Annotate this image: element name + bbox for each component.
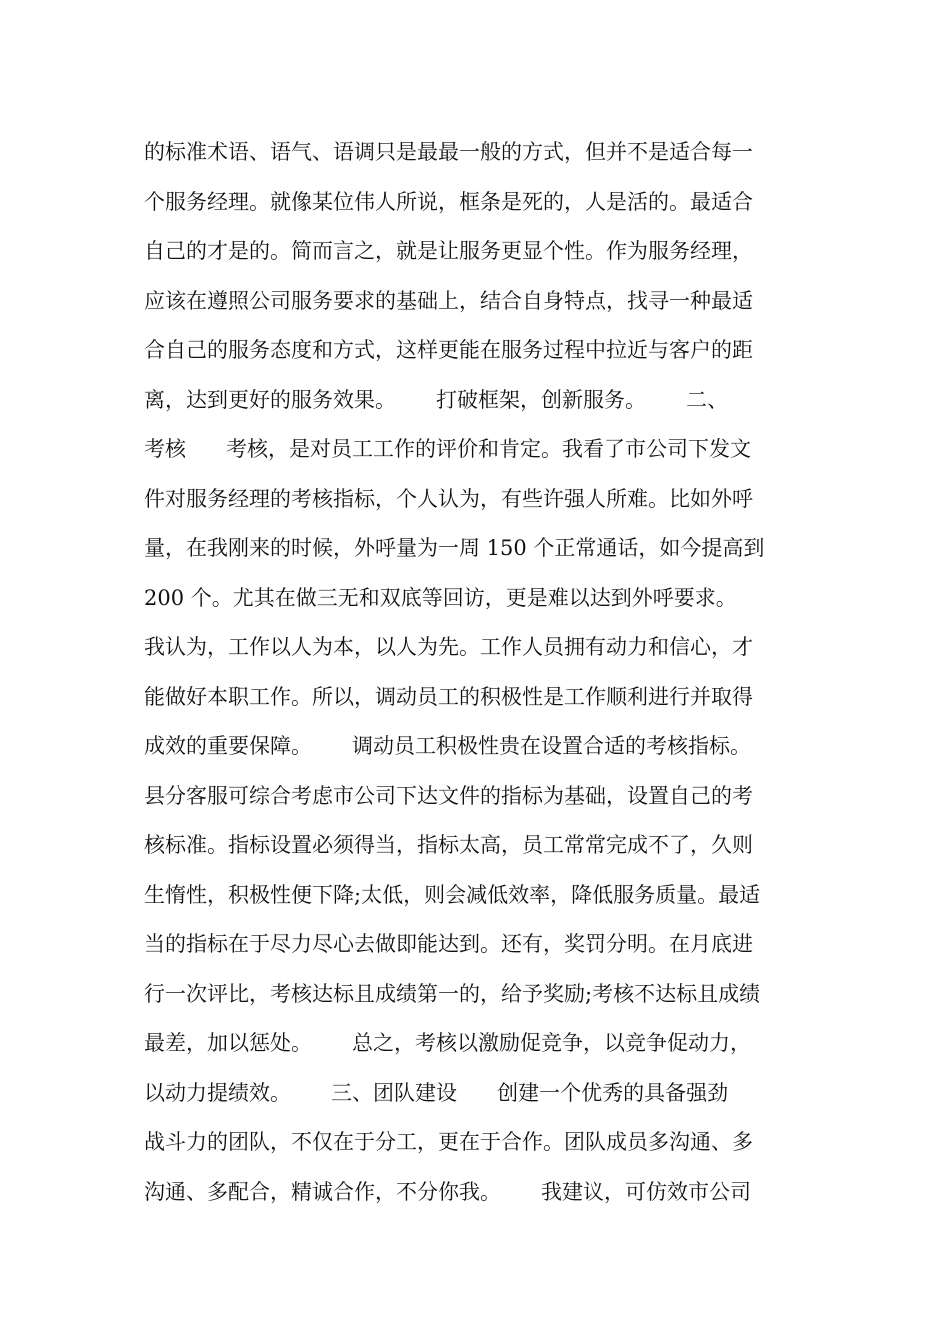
text-line: 离，达到更好的服务效果。 打破框架，创新服务。 二、 xyxy=(144,387,729,412)
text-line: 沟通、多配合，精诚合作，不分你我。 我建议，可仿效市公司 xyxy=(144,1179,752,1204)
text-line: 当的指标在于尽力尽心去做即能达到。还有，奖罚分明。在月底进 xyxy=(144,932,753,956)
text-line: 行一次评比，考核达标且成绩第一的，给予奖励;考核不达标且成绩 xyxy=(144,981,761,1006)
text-line: 的标准术语、语气、语调只是最最一般的方式，但并不是适合每一 xyxy=(144,140,753,164)
text-line: 考核 考核，是对员工工作的评价和肯定。我看了市公司下发文 xyxy=(144,437,752,461)
text-line: 量，在我刚来的时候，外呼量为一周 150 个正常通话，如今提高到 xyxy=(144,536,765,560)
text-line: 生惰性，积极性便下降;太低，则会减低效率，降低服务质量。最适 xyxy=(144,882,761,907)
text-line: 能做好本职工作。所以，调动员工的积极性是工作顺利进行并取得 xyxy=(144,684,753,709)
body-text xyxy=(144,128,824,1217)
text-line: 200 个。尤其在做三无和双底等回访，更是难以达到外呼要求。 xyxy=(144,585,737,610)
text-line: 个服务经理。就像某位伟人所说，框条是死的，人是活的。最适合 xyxy=(144,189,753,214)
text-line: 我认为，工作以人为本，以人为先。工作人员拥有动力和信心，才 xyxy=(144,635,753,659)
text-line: 自己的才是的。简而言之，就是让服务更显个性。作为服务经理， xyxy=(144,239,753,263)
text-line: 件对服务经理的考核指标，个人认为，有些许强人所难。比如外呼 xyxy=(144,486,753,511)
text-line: 核标准。指标设置必须得当，指标太高，员工常常完成不了，久则 xyxy=(144,833,753,857)
text-line: 合自己的服务态度和方式，这样更能在服务过程中拉近与客户的距 xyxy=(144,338,753,362)
text-line: 战斗力的团队，不仅在于分工，更在于合作。团队成员多沟通、多 xyxy=(144,1130,753,1154)
text-line: 县分客服可综合考虑市公司下达文件的指标为基础，设置自己的考 xyxy=(144,783,753,808)
text-line: 成效的重要保障。 调动员工积极性贵在设置合适的考核指标。 xyxy=(144,734,752,758)
text-line: 以动力提绩效。 三、团队建设 创建一个优秀的具备强劲 xyxy=(144,1080,729,1105)
text-line: 应该在遵照公司服务要求的基础上，结合自身特点，找寻一种最适 xyxy=(144,288,753,313)
text-line: 最差，加以惩处。 总之，考核以激励促竞争，以竞争促动力， xyxy=(144,1031,752,1055)
